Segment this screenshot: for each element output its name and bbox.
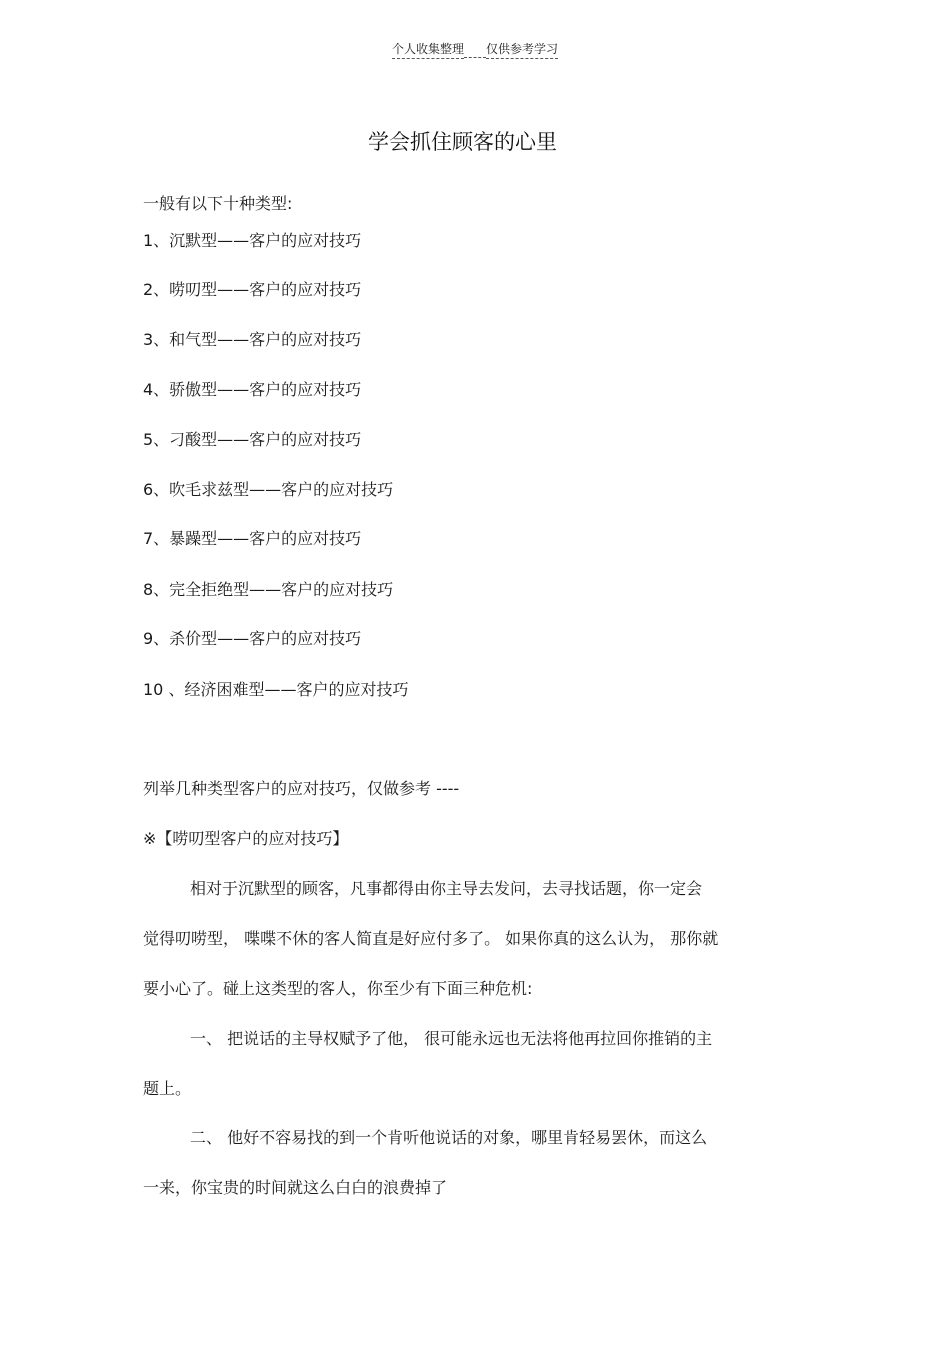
- paragraph-line-7: 一来，你宝贵的时间就这么白白的浪费掉了: [143, 1178, 448, 1197]
- type-item-10: 10 、经济困难型——客户的应对技巧: [143, 680, 409, 699]
- type-item-4: 4、骄傲型——客户的应对技巧: [143, 380, 362, 399]
- type-item-1: 1、沉默型——客户的应对技巧: [143, 231, 362, 250]
- section-intro: 列举几种类型客户的应对技巧，仅做参考 ----: [143, 779, 460, 798]
- header-note: [0, 40, 950, 59]
- header-note-left: 个人收集整理: [392, 40, 464, 59]
- header-note-right: 仅供参考学习: [486, 40, 558, 59]
- type-item-9: 9、杀价型——客户的应对技巧: [143, 629, 362, 648]
- paragraph-line-3: 要小心了。碰上这类型的客人，你至少有下面三种危机:: [143, 979, 533, 998]
- type-item-6: 6、吹毛求兹型——客户的应对技巧: [143, 480, 394, 499]
- paragraph-line-2: 觉得叨唠型， 喋喋不休的客人简直是好应付多了。 如果你真的这么认为， 那你就: [143, 929, 719, 948]
- paragraph-line-1: 相对于沉默型的顾客，凡事都得由你主导去发问，去寻找话题，你一定会: [190, 879, 703, 898]
- paragraph-line-4: 一、 把说话的主导权赋予了他， 很可能永远也无法将他再拉回你推销的主: [190, 1029, 713, 1048]
- type-item-5: 5、刁酸型——客户的应对技巧: [143, 430, 362, 449]
- type-item-8: 8、完全拒绝型——客户的应对技巧: [143, 580, 394, 599]
- type-item-3: 3、和气型——客户的应对技巧: [143, 330, 362, 349]
- paragraph-line-5: 题上。: [143, 1079, 192, 1098]
- document-title: 学会抓住顾客的心里: [368, 130, 557, 154]
- paragraph-line-6: 二、 他好不容易找的到一个肯听他说话的对象，哪里肯轻易罢休，而这么: [190, 1128, 708, 1147]
- header-note-gap: [464, 42, 486, 58]
- type-item-7: 7、暴躁型——客户的应对技巧: [143, 529, 362, 548]
- intro-text: 一般有以下十种类型:: [143, 194, 293, 213]
- type-item-2: 2、唠叨型——客户的应对技巧: [143, 280, 362, 299]
- section-heading: ※【唠叨型客户的应对技巧】: [143, 829, 349, 848]
